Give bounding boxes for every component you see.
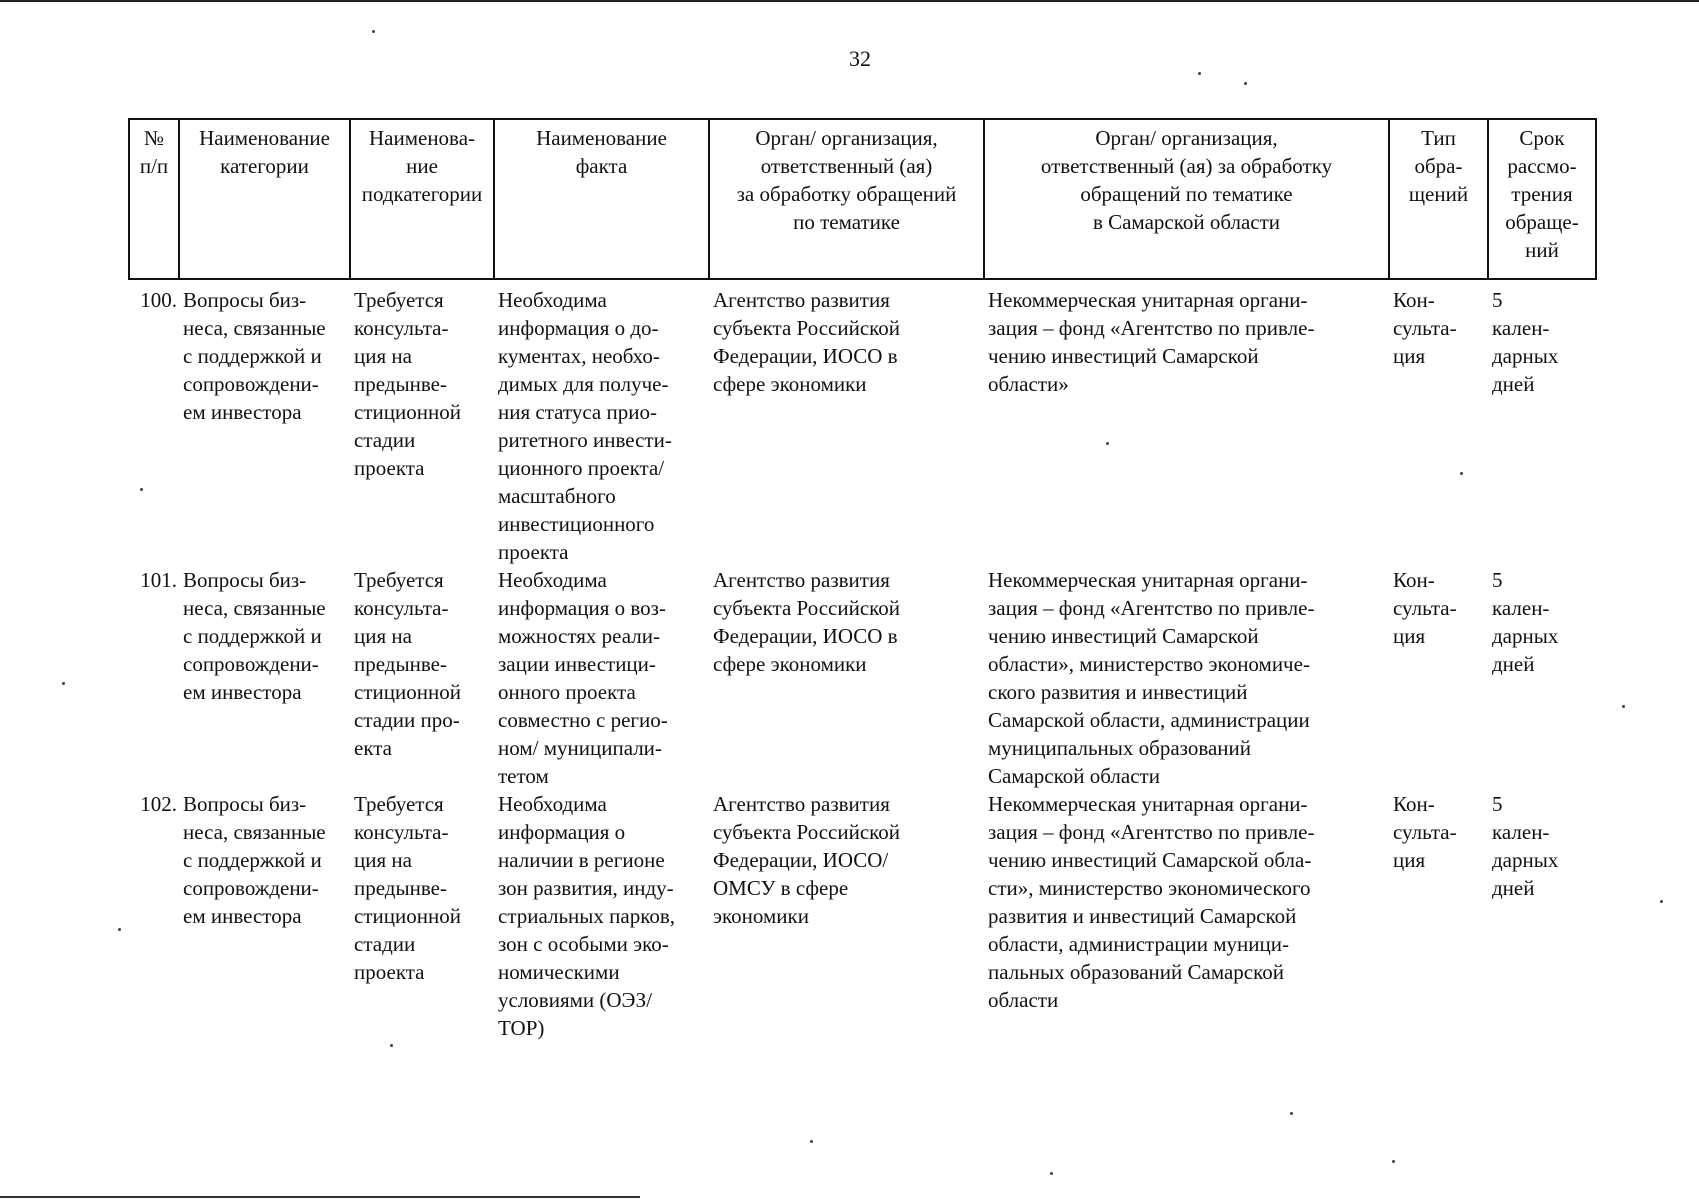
scan-speck	[1460, 472, 1463, 475]
row-responsible-org: Агентство развития субъекта Российской Федерации, ИОСО в сфере экономики	[713, 568, 901, 676]
header-row	[129, 119, 1596, 279]
scan-speck	[62, 682, 65, 685]
scan-speck	[1392, 1160, 1395, 1163]
row-number: 101.	[140, 568, 177, 592]
scan-edge-top	[0, 0, 1699, 2]
row-fact: Необходима информация о воз- можностях реали- зации инвестици- онного проекта совместно с регио- ном/ муниципали- тетом	[498, 568, 668, 788]
row-number: 100.	[140, 288, 177, 312]
row-review-term: 5 кален- дарных дней	[1492, 568, 1559, 676]
row-responsible-org-samara: Некоммерческая унитарная органи- зация – фонд «Агентство по привле- чению инвестиций Самарской области»	[988, 288, 1315, 396]
header-category: Наименование категории	[179, 119, 350, 279]
header-responsible-org: Орган/ организация, ответственный (ая) за обработку обращений по тематике	[709, 119, 984, 279]
scan-speck	[810, 1140, 813, 1143]
row-subcategory: Требуется консульта- ция на предынве- стиционной стадии про- екта	[354, 568, 461, 760]
scan-edge-bottom	[0, 1196, 640, 1198]
table-row	[129, 790, 1596, 1042]
scan-speck	[1050, 1172, 1053, 1175]
row-appeal-type: Кон- сульта- ция	[1393, 568, 1457, 648]
row-review-term: 5 кален- дарных дней	[1492, 288, 1559, 396]
header-responsible-org-samara: Орган/ организация, ответственный (ая) за обработку обращений по тематике в Самарской области	[984, 119, 1389, 279]
scan-speck	[372, 30, 375, 33]
table-body	[129, 279, 1596, 1042]
table-header	[129, 119, 1596, 279]
header-appeal-type: Тип обра- щений	[1389, 119, 1488, 279]
scan-speck	[1244, 82, 1247, 85]
scan-speck	[1106, 442, 1109, 445]
row-number: 102.	[140, 792, 177, 816]
table-row	[129, 566, 1596, 790]
scan-speck	[390, 1044, 393, 1047]
row-category: Вопросы биз- неса, связанные с поддержкой и сопровождени- ем инвестора	[183, 792, 326, 928]
scan-speck	[140, 488, 143, 491]
scan-speck	[1290, 1112, 1293, 1115]
row-fact: Необходима информация о наличии в регионе зон развития, инду- стриальных парков, зон с особыми эко- номическими условиями (ОЭЗ/ ТОР)	[498, 792, 676, 1040]
table-row	[129, 279, 1596, 566]
scan-speck	[1660, 900, 1663, 903]
row-responsible-org-samara: Некоммерческая унитарная органи- зация – фонд «Агентство по привле- чению инвестиций Самарской обла- сти», министерство экономического развития и инвестиций Самарской области, администрации муници- пальных образований Самарской области	[988, 792, 1315, 1012]
scan-speck	[118, 928, 121, 931]
row-responsible-org-samara: Некоммерческая унитарная органи- зация – фонд «Агентство по привле- чению инвестиций Самарской области», министерство экономиче- ского развития и инвестиций Самарской области, администрации муниципальных образований Самарской области	[988, 568, 1315, 788]
page-number: 32	[849, 46, 871, 71]
header-fact: Наименование факта	[494, 119, 709, 279]
row-appeal-type: Кон- сульта- ция	[1393, 792, 1457, 872]
row-appeal-type: Кон- сульта- ция	[1393, 288, 1457, 368]
header-subcategory: Наименова- ние подкатегории	[350, 119, 494, 279]
appeals-table	[128, 118, 1597, 1042]
row-category: Вопросы биз- неса, связанные с поддержкой и сопровождени- ем инвестора	[183, 568, 326, 704]
row-category: Вопросы биз- неса, связанные с поддержкой и сопровождени- ем инвестора	[183, 288, 326, 424]
scan-speck	[1622, 705, 1625, 708]
row-review-term: 5 кален- дарных дней	[1492, 792, 1559, 900]
row-responsible-org: Агентство развития субъекта Российской Федерации, ИОСО/ ОМСУ в сфере экономики	[713, 792, 901, 928]
header-number: № п/п	[129, 119, 179, 279]
header-review-term: Срок рассмо- трения обраще- ний	[1488, 119, 1596, 279]
row-fact: Необходима информация о до- кументах, необхо- димых для получе- ния статуса прио- ритетного инвести- ционного проекта/ масштабного инвестиционного проекта	[498, 288, 672, 564]
row-subcategory: Требуется консульта- ция на предынве- стиционной стадии проекта	[354, 792, 461, 984]
scan-speck	[1198, 72, 1201, 75]
row-subcategory: Требуется консульта- ция на предынве- стиционной стадии проекта	[354, 288, 461, 480]
row-responsible-org: Агентство развития субъекта Российской Федерации, ИОСО в сфере экономики	[713, 288, 901, 396]
